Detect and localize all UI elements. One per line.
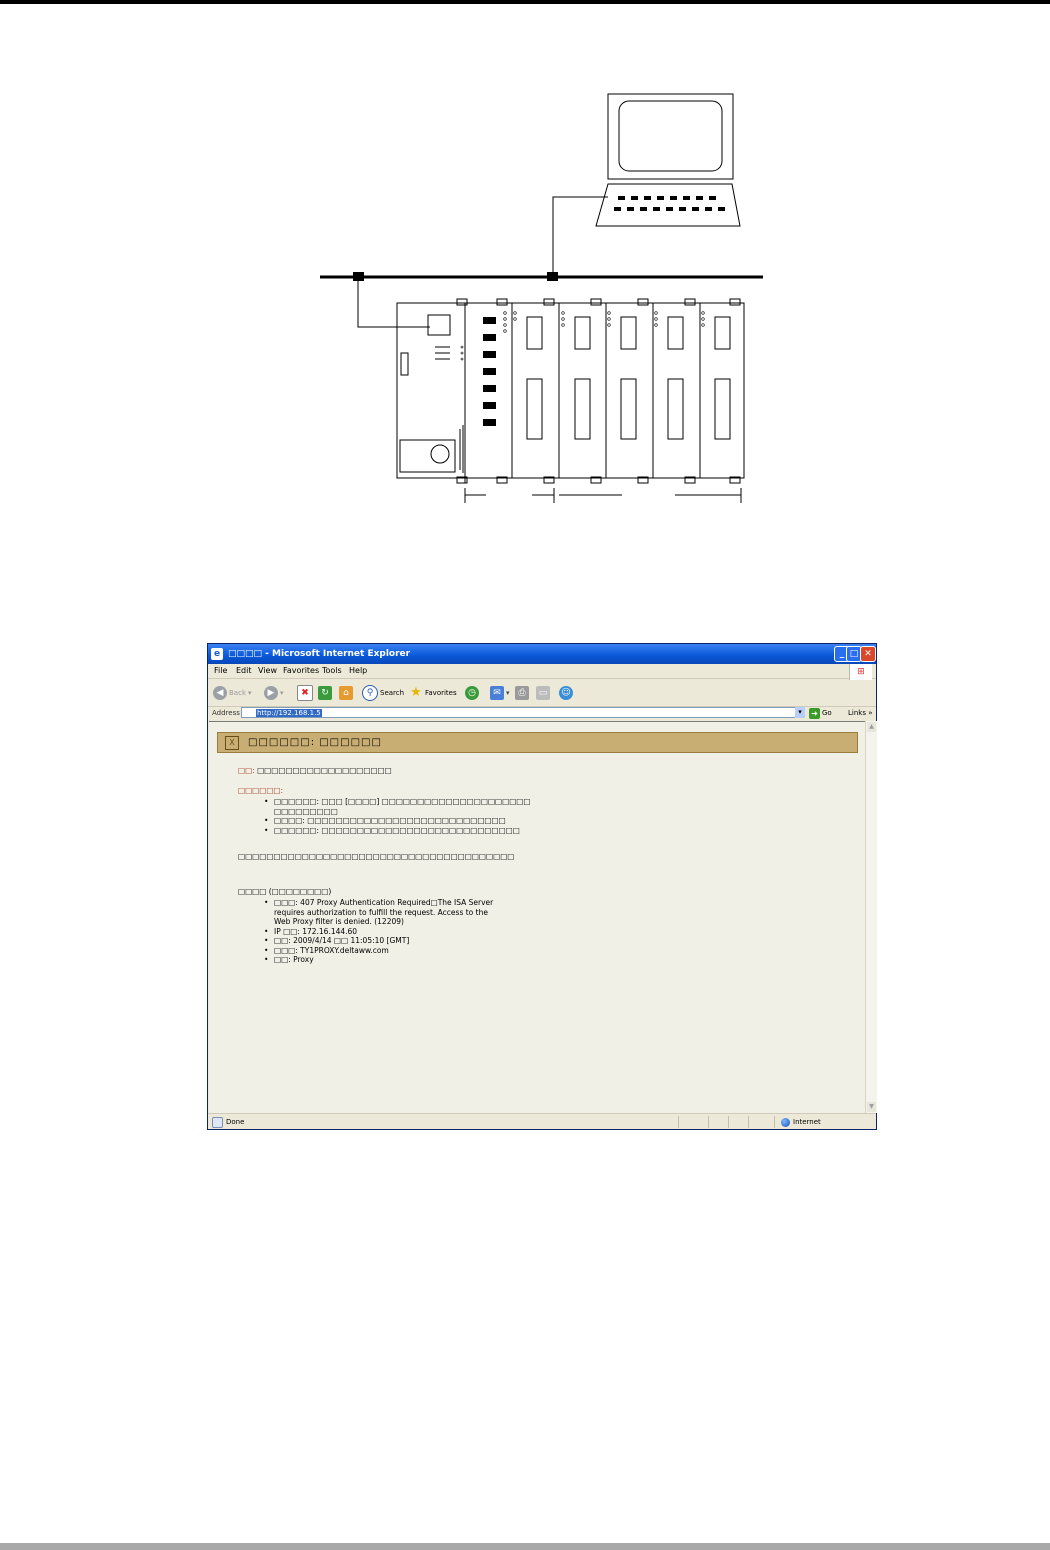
bus-tap-pc	[547, 272, 558, 281]
close-button[interactable]: ✕	[860, 646, 876, 662]
menu-view[interactable]: View	[258, 666, 277, 675]
network-diagram	[300, 85, 780, 515]
scroll-down-icon[interactable]: ▼	[867, 1102, 876, 1112]
list-item: • □□□: 407 Proxy Authentication Required□The ISA Server requires authorization to fulfill the request. Access to the Web Proxy filter is denied. (12209)	[264, 898, 493, 927]
io-module-3	[559, 299, 606, 483]
list-item: • IP □□: 172.16.144.60	[264, 927, 493, 937]
menu-favorites[interactable]: Favorites	[283, 666, 320, 675]
edit-button[interactable]	[536, 685, 550, 701]
go-arrow-icon: ➜	[809, 708, 820, 719]
plc-cable	[358, 277, 430, 327]
ie-window	[207, 643, 877, 1130]
menu-edit[interactable]: Edit	[236, 666, 252, 675]
address-input[interactable]	[241, 707, 804, 718]
cpu-slot	[401, 353, 408, 375]
tech-list	[264, 898, 493, 965]
chevron-right-icon: »	[868, 709, 873, 717]
search-icon: ⚲	[362, 685, 378, 701]
menu-file[interactable]: File	[214, 666, 228, 675]
error-banner	[217, 732, 858, 753]
ie-icon: e	[211, 648, 223, 660]
window-title: □□□□ - Microsoft Internet Explorer	[228, 649, 411, 659]
cause-line: □□: □□□□□□□□□□□□□□□□□□□	[238, 766, 392, 775]
favorites-button[interactable]: ★ Favorites	[410, 685, 457, 700]
io-module-6	[700, 299, 744, 483]
bus-tap-plc	[353, 272, 364, 281]
maximize-button[interactable]: □	[846, 646, 862, 662]
windows-logo-icon: ⊞	[849, 664, 872, 680]
try-list	[264, 797, 530, 835]
back-arrow-icon: ◀	[213, 686, 227, 700]
cpu-round-connector	[431, 445, 449, 463]
list-item: • □□□□□□: □□□ [□□□□] □□□□□□□□□□□□□□□□□□□□□ □□□□□□□□□	[264, 797, 530, 816]
mail-button[interactable]	[490, 685, 510, 701]
monitor-screen	[619, 101, 722, 171]
contact-line: □□□□□□□□□□□□□□□□□□□□□□□□□□□□□□□□□□□□□□□	[238, 852, 515, 861]
stop-icon: ✖	[297, 685, 313, 701]
tech-heading: □□□□ (□□□□□□□□)	[238, 887, 332, 896]
globe-icon	[781, 1118, 790, 1127]
page-icon	[212, 1117, 223, 1128]
home-icon: ⌂	[339, 686, 353, 700]
search-button[interactable]: ⚲ Search	[362, 685, 404, 701]
status-divider	[708, 1116, 709, 1128]
forward-button[interactable]	[264, 685, 284, 701]
address-label: Address	[212, 709, 240, 717]
back-button[interactable]: ◀ Back ▾	[213, 685, 252, 701]
vertical-scrollbar[interactable]	[865, 721, 877, 1113]
status-divider	[728, 1116, 729, 1128]
list-item: • □□□□□□: □□□□□□□□□□□□□□□□□□□□□□□□□□□□	[264, 826, 530, 836]
menu-tools[interactable]: Tools	[322, 666, 342, 675]
list-item: • □□□□: □□□□□□□□□□□□□□□□□□□□□□□□□□□□	[264, 816, 530, 826]
menu-help[interactable]: Help	[349, 666, 368, 675]
list-item: • □□: 2009/4/14 □□ 11:05:10 [GMT]	[264, 936, 493, 946]
security-zone: Internet	[781, 1114, 821, 1130]
links-button[interactable]: Links »	[848, 709, 873, 717]
stop-button[interactable]	[297, 685, 313, 701]
go-button[interactable]: ➜ Go	[809, 706, 832, 720]
refresh-icon: ↻	[318, 686, 332, 700]
history-icon: ◷	[465, 686, 479, 700]
history-button[interactable]	[465, 685, 479, 701]
error-x-icon: X	[225, 736, 239, 750]
mail-icon: ✉	[490, 686, 504, 700]
pc-cable	[553, 197, 608, 277]
print-button[interactable]	[515, 685, 529, 701]
chevron-down-icon: ▾	[280, 689, 284, 697]
list-item: • □□□: TY1PROXY.deltaww.com	[264, 946, 493, 956]
monitor	[608, 94, 733, 179]
status-bar	[208, 1113, 876, 1130]
status-divider	[774, 1116, 775, 1128]
ethernet-port	[428, 315, 450, 335]
io-module-4	[606, 299, 653, 483]
io-module-5	[653, 299, 700, 483]
refresh-button[interactable]	[318, 685, 332, 701]
bottom-rule	[0, 1543, 1050, 1550]
chevron-down-icon: ▾	[506, 689, 510, 697]
io-module-2	[512, 299, 559, 483]
star-icon: ★	[410, 685, 422, 700]
printer-icon: ⎙	[515, 686, 529, 700]
try-heading: □□□□□□:	[238, 786, 284, 795]
messenger-icon: ☺	[559, 686, 573, 700]
edit-icon: ▭	[536, 686, 550, 700]
minimize-button[interactable]: _	[834, 646, 850, 662]
address-bar	[208, 706, 876, 720]
cpu-lower-panel	[400, 440, 455, 472]
forward-arrow-icon: ▶	[264, 686, 278, 700]
status-done: Done	[212, 1114, 244, 1130]
address-url: http://192.168.1.5	[257, 709, 321, 717]
messenger-button[interactable]	[559, 685, 573, 701]
top-rule	[0, 0, 1050, 4]
page-content	[209, 721, 865, 1114]
keyboard	[596, 184, 740, 226]
status-divider	[748, 1116, 749, 1128]
error-title: □□□□□□: □□□□□□	[248, 737, 382, 748]
chevron-down-icon: ▾	[248, 689, 252, 697]
list-item: • □□: Proxy	[264, 955, 493, 965]
scroll-up-icon[interactable]: ▲	[867, 722, 876, 732]
menu-bar	[208, 664, 876, 679]
toolbar	[208, 680, 876, 707]
status-divider	[678, 1116, 679, 1128]
title-bar	[208, 644, 876, 664]
home-button[interactable]	[339, 685, 353, 701]
address-dropdown-icon[interactable]: ▾	[795, 707, 805, 718]
